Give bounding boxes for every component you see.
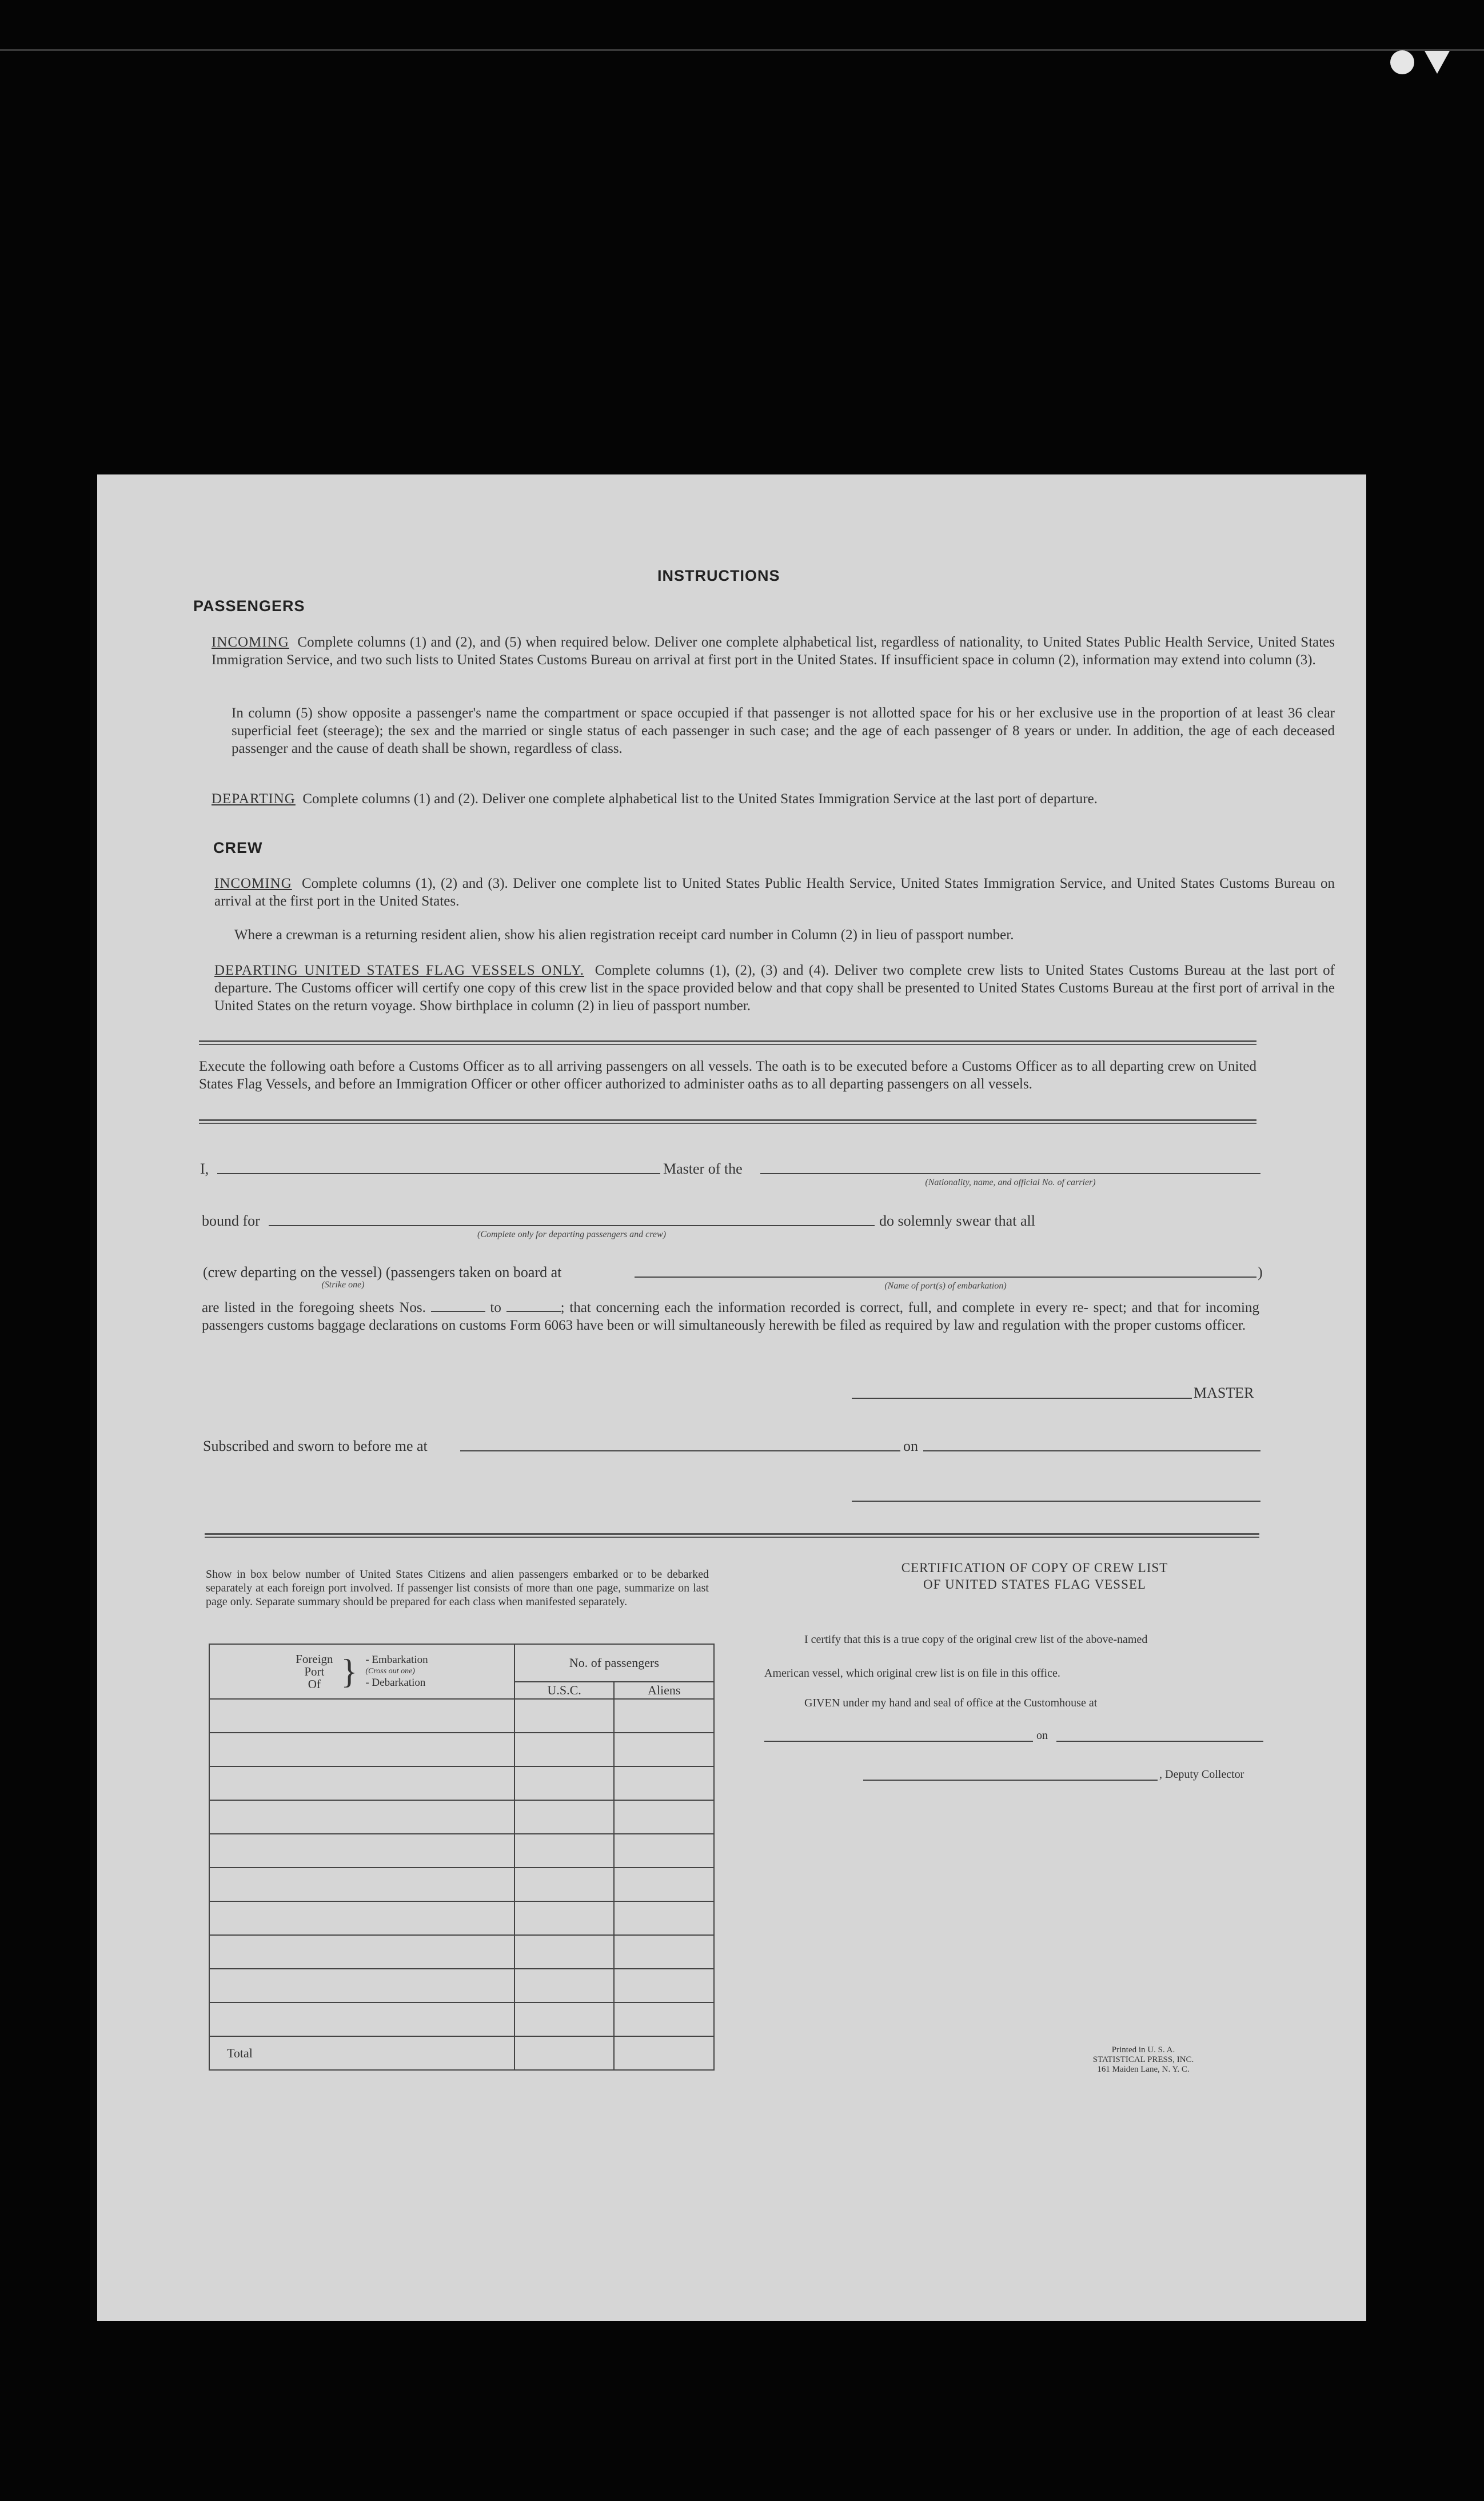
- master-of-label: Master of the: [663, 1160, 743, 1177]
- table-row: [209, 1901, 714, 1935]
- table-row: [209, 1800, 714, 1834]
- usc-cell[interactable]: [514, 2003, 615, 2036]
- passengers-incoming-text: Complete columns (1) and (2), and (5) when required below. Deliver one complete alphabetical list, regardless of nationality, to United States Public Health Service, United States Immigration Service, and two such lists to United States Customs Bureau on arrival at first port in the United States. If insufficient space in column (2), information may extend into column (3).: [212, 635, 1335, 668]
- subscribed-text: Subscribed and sworn to before me at: [203, 1438, 428, 1454]
- port-cell[interactable]: [209, 1766, 514, 1800]
- usc-cell[interactable]: [514, 1766, 615, 1800]
- port-cell[interactable]: [209, 1868, 514, 1901]
- foreign-label: Foreign: [296, 1652, 333, 1666]
- passengers-incoming-label: INCOMING: [212, 635, 289, 650]
- table-row: [209, 1766, 714, 1800]
- aliens-total-cell[interactable]: [614, 2036, 714, 2070]
- bound-for-field[interactable]: [269, 1225, 875, 1226]
- crew-incoming-text: Complete columns (1), (2) and (3). Deliver one complete list to United States Public Health Service, United States Immigration Service, and United States Customs Bureau on arrival at the first port in the United States.: [214, 876, 1335, 909]
- usc-cell[interactable]: [514, 1935, 615, 1969]
- no-passengers-header: No. of passengers: [514, 1644, 714, 1682]
- crew-incoming-label: INCOMING: [214, 876, 292, 891]
- crew-departing-text: Complete columns (1), (2), (3) and (4). Deliver two complete crew lists to United States Customs Bureau at the last port of departure. The Customs officer will certify one copy of this crew list in the space provided below and that copy shall be presented to United States Customs Bureau at the first port of arrival in the United States on the return voyage. Show birthplace in column (2) in lieu of passport number.: [214, 963, 1335, 1014]
- aliens-cell[interactable]: [614, 1766, 714, 1800]
- printer-imprint: [1058, 2045, 1229, 2075]
- usc-cell[interactable]: [514, 1834, 615, 1868]
- cert-on-label: on: [1036, 1729, 1048, 1742]
- port-cell[interactable]: [209, 1800, 514, 1834]
- table-row: [209, 1868, 714, 1901]
- usc-cell[interactable]: [514, 1901, 615, 1935]
- aliens-header: Aliens: [614, 1682, 714, 1699]
- printer-line3: 161 Maiden Lane, N. Y. C.: [1097, 2065, 1190, 2074]
- master-signature-field[interactable]: [852, 1398, 1192, 1399]
- deputy-collector-label: , Deputy Collector: [1159, 1768, 1244, 1781]
- usc-cell[interactable]: [514, 1699, 615, 1733]
- box-instructions: Show in box below number of United States Citizens and alien passengers embarked or to be debarked separately at each foreign port involved. If passenger list consists of more than one page, summarize on last page only. Separate summary should be prepared for each class when manifested separately.: [206, 1568, 709, 1608]
- usc-cell[interactable]: [514, 1969, 615, 2003]
- total-row: [209, 2036, 714, 2070]
- listed-text-a: are listed in the foregoing sheets Nos.: [202, 1300, 426, 1315]
- printer-line2: STATISTICAL PRESS, INC.: [1092, 2055, 1194, 2064]
- port-cell[interactable]: [209, 1969, 514, 2003]
- table-row: [209, 1699, 714, 1733]
- crew-heading: CREW: [213, 839, 263, 856]
- certification-title-line2: OF UNITED STATES FLAG VESSEL: [923, 1577, 1146, 1591]
- carrier-caption: (Nationality, name, and official No. of carrier): [925, 1178, 1096, 1187]
- crew-incoming-block: [214, 875, 1335, 910]
- sheet-from-field[interactable]: [431, 1311, 485, 1312]
- port-cell[interactable]: [209, 1733, 514, 1766]
- triangle-marker-icon: [1425, 51, 1450, 74]
- embarkation-ports-field[interactable]: [635, 1277, 1256, 1278]
- sworn-place-field[interactable]: [460, 1450, 900, 1451]
- port-header-cell: [209, 1644, 514, 1699]
- brace-icon: }: [341, 1653, 358, 1690]
- table-row: [209, 1969, 714, 2003]
- customhouse-field[interactable]: [764, 1741, 1033, 1742]
- deputy-signature-field[interactable]: [863, 1780, 1158, 1781]
- usc-cell[interactable]: [514, 1733, 615, 1766]
- usc-cell[interactable]: [514, 1868, 615, 1901]
- certify-text: I certify that this is a true copy of the original crew list of the above-named: [804, 1633, 1148, 1646]
- bound-for-label: bound for: [202, 1212, 260, 1229]
- debarkation-label: - Debarkation: [365, 1677, 426, 1689]
- instructions-title: INSTRUCTIONS: [657, 567, 780, 584]
- american-vessel-text: American vessel, which original crew list is on file in this office.: [764, 1667, 1060, 1680]
- crew-departing-text: (crew departing on the vessel) (passengers taken on board at: [203, 1264, 562, 1281]
- section-divider: [199, 1040, 1256, 1045]
- of-label: Of: [308, 1677, 321, 1691]
- certification-title-line1: CERTIFICATION OF COPY OF CREW LIST: [901, 1561, 1168, 1575]
- listed-to: to: [490, 1300, 501, 1315]
- passengers-departing-text: Complete columns (1) and (2). Deliver one complete alphabetical list to the United States Immigration Service at the last port of departure.: [302, 791, 1098, 807]
- swear-text: do solemnly swear that all: [879, 1212, 1035, 1229]
- cert-date-field[interactable]: [1056, 1741, 1263, 1742]
- aliens-cell[interactable]: [614, 1733, 714, 1766]
- given-text: GIVEN under my hand and seal of office at the Customhouse at: [804, 1697, 1098, 1709]
- aliens-cell[interactable]: [614, 1834, 714, 1868]
- film-edge-line: [0, 49, 1484, 51]
- port-cell[interactable]: [209, 1935, 514, 1969]
- master-name-field[interactable]: [217, 1173, 660, 1174]
- aliens-cell[interactable]: [614, 1699, 714, 1733]
- crew-departing-label: DEPARTING UNITED STATES FLAG VESSELS ONLY.: [214, 963, 584, 978]
- table-row: [209, 2003, 714, 2036]
- film-marker: [1390, 50, 1450, 74]
- close-paren: ): [1258, 1264, 1263, 1281]
- passenger-summary-table: [209, 1644, 715, 2071]
- passengers-departing-block: [212, 790, 1335, 808]
- bound-for-caption: (Complete only for departing passengers and crew): [477, 1230, 667, 1239]
- oath-instructions: Execute the following oath before a Customs Officer as to all arriving passengers on all vessels. The oath is to be executed before a Customs Officer as to all departing crew on United States Flag Vessels, and before an Immigration Officer or other officer authorized to administer oaths as to all departing passengers on all vessels.: [199, 1059, 1256, 1092]
- passengers-departing-label: DEPARTING: [212, 791, 296, 807]
- aliens-cell[interactable]: [614, 1800, 714, 1834]
- table-row: [209, 1834, 714, 1868]
- ports-caption: (Name of port(s) of embarkation): [884, 1281, 1007, 1291]
- aliens-cell[interactable]: [614, 2003, 714, 2036]
- passengers-incoming-block: [212, 633, 1335, 669]
- port-cell[interactable]: [209, 2003, 514, 2036]
- cross-out-caption: (Cross out one): [365, 1667, 415, 1676]
- usc-cell[interactable]: [514, 1800, 615, 1834]
- officer-signature-field[interactable]: [852, 1501, 1260, 1502]
- oath-i-label: I,: [200, 1160, 209, 1177]
- crew-resident-text: Where a crewman is a returning resident alien, show his alien registration receipt card number in Column (2) in lieu of passport number.: [234, 927, 1014, 943]
- table-row: [209, 1733, 714, 1766]
- sheet-to-field[interactable]: [506, 1311, 561, 1312]
- circle-marker-icon: [1390, 50, 1414, 74]
- table-row: [209, 1935, 714, 1969]
- printer-line1: Printed in U. S. A.: [1111, 2045, 1175, 2055]
- master-label: MASTER: [1194, 1385, 1254, 1401]
- certification-title: [817, 1559, 1252, 1593]
- embarkation-label: - Embarkation: [365, 1654, 428, 1666]
- port-cell[interactable]: [209, 1834, 514, 1868]
- usc-header: U.S.C.: [514, 1682, 615, 1699]
- port-label: Port: [304, 1665, 325, 1678]
- usc-total-cell[interactable]: [514, 2036, 615, 2070]
- crew-departing-block: [214, 962, 1335, 1015]
- sworn-date-field[interactable]: [923, 1450, 1260, 1451]
- listed-block: [202, 1299, 1259, 1334]
- aliens-cell[interactable]: [614, 1901, 714, 1935]
- sworn-on-label: on: [903, 1438, 918, 1454]
- document-page: [97, 474, 1366, 2321]
- aliens-cell[interactable]: [614, 1969, 714, 2003]
- passengers-column5-text: In column (5) show opposite a passenger's name the compartment or space occupied if that passenger is not allotted space for his or her exclusive use in the proportion of at least 36 clear superficial feet (steerage); the sex and the married or single status of each passenger in such case; and the age of each passenger of 8 years or under. In addition, the age of each deceased passenger and the cause of death shall be shown, regardless of class.: [232, 705, 1335, 756]
- aliens-cell[interactable]: [614, 1935, 714, 1969]
- listed-text-b: ; that concerning each the information recorded is correct, full, and complete in every re-: [560, 1300, 1088, 1315]
- strike-one-caption: (Strike one): [321, 1280, 365, 1290]
- listed-text-c: spect; and that for incoming passengers customs baggage declarations on customs Form 6063 have been or will simultaneously herewith be filed as required by law and regulation with the proper customs officer.: [202, 1300, 1259, 1333]
- port-cell[interactable]: [209, 1901, 514, 1935]
- port-cell[interactable]: [209, 1699, 514, 1733]
- passengers-heading: PASSENGERS: [193, 597, 305, 615]
- total-label: Total: [209, 2036, 514, 2070]
- section-divider: [199, 1119, 1256, 1124]
- section-divider: [205, 1533, 1259, 1538]
- aliens-cell[interactable]: [614, 1868, 714, 1901]
- carrier-field[interactable]: [760, 1173, 1260, 1174]
